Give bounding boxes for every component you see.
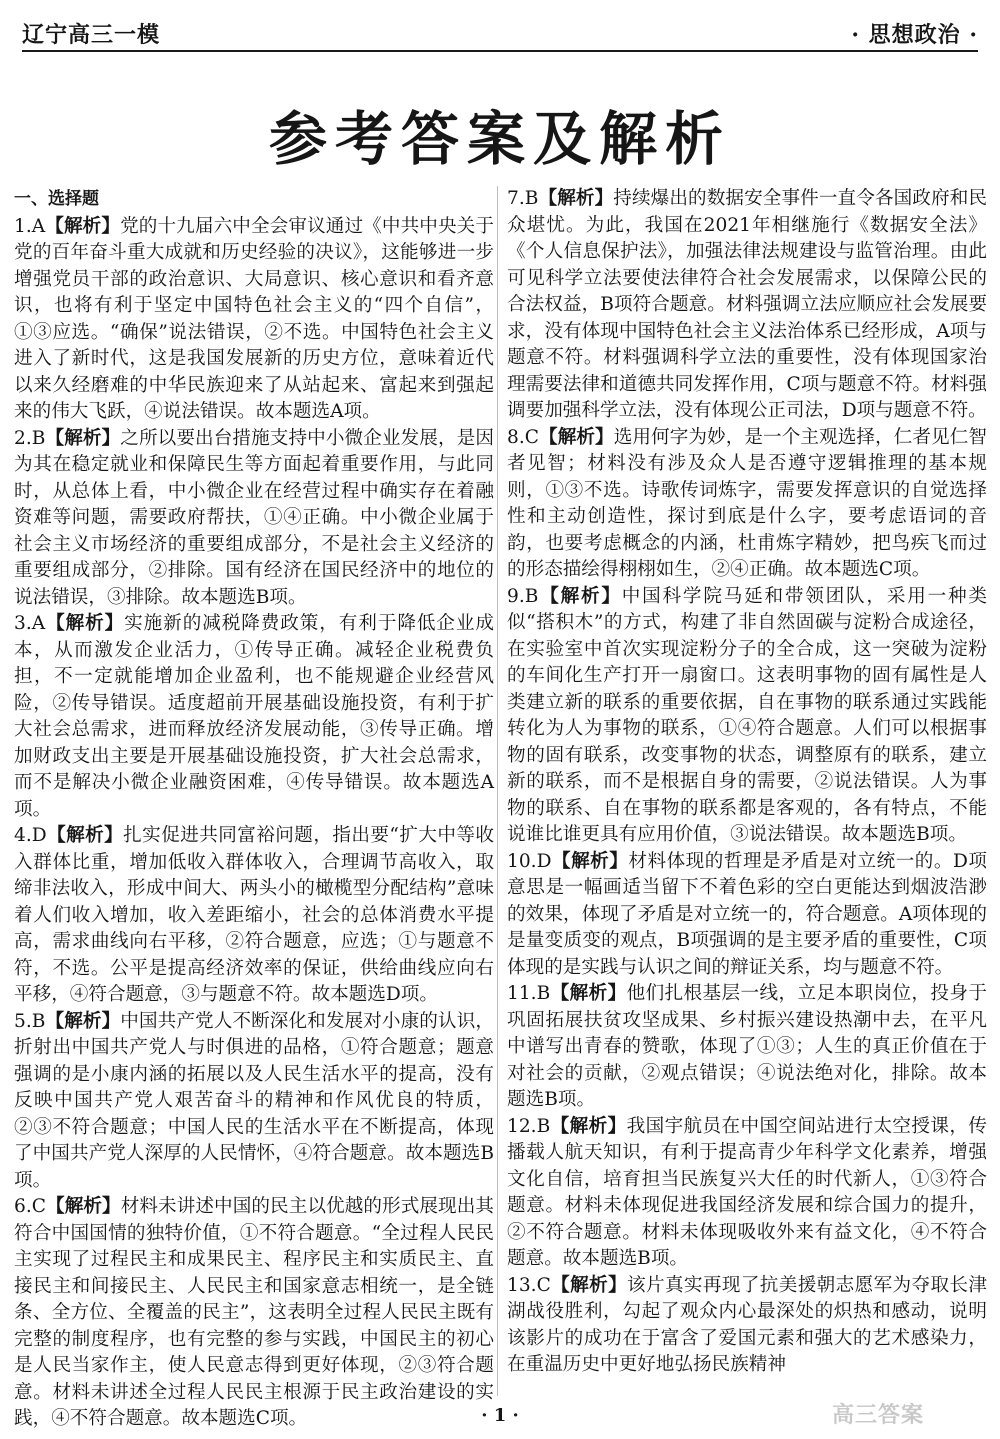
answer-number: 10.D [507,850,552,872]
answer-number: 13.C [507,1274,551,1296]
left-column [14,186,494,1433]
answer-item-1 [14,214,494,426]
answer-number: 4.D [14,825,47,846]
answer-text: 中国共产党人不断深化和发展对小康的认识，折射出中国共产党人与时俱进的品格，①符合题意；题意强调的是小康内涵的拓展以及人民生活水平的提高，没有反映中国共产党人艰苦奋斗的精神和作风优良的特质，②③不符合题意；中国人民的生活水平在不断提高，体现了中国共产党人深厚的人民情怀，④符合题意。故本题选B项。 [14,1010,494,1191]
answer-text: 之所以要出台措施支持中小微企业发展，是因为其在稳定就业和保障民生等方面起着重要作用，与此同时，从总体上看，中小微企业在经营过程中确实存在着融资难等问题，需要政府帮扶，①④正确。中小微企业属于社会主义市场经济的重要组成部分，不是社会主义经济的重要组成部分，②排除。国有经济在国民经济中的地位的说法错误，③排除。故本题选B项。 [14,427,494,608]
answer-number: 12.B [507,1115,551,1137]
analysis-tag: 【解析】 [538,585,622,607]
answer-number: 1.A [14,215,46,237]
answer-text: 持续爆出的数据安全事件一直令各国政府和民众堪忧。为此，我国在2021年相继施行《数据安全法》《个人信息保护法》，加强法律法规建设与监管治理。由此可见科学立法要使法律符合社会发展需求，以保障公民的合法权益，B项符合题意。材料强调立法应顺应社会发展要求，没有体现中国特色社会主义法治体系已经形成，A项与题意不符。材料强调科学立法的重要性，没有体现国家治理需要法律和道德共同发挥作用，C项与题意不符。材料强调要加强科学立法，没有体现公正司法，D项与题意不符。 [507,188,987,421]
watermark-logo: 高三答案 [832,1403,925,1428]
answer-item-12 [507,1114,987,1273]
answer-item-8 [507,425,987,584]
answer-item-9 [507,584,987,849]
answer-text: 实施新的减税降费政策，有利于降低企业成本，从而激发企业活力，①传导正确。减轻企业税费负担，不一定就能增加企业盈利，也不能规避企业经营风险，②传导错误。适度超前开展基础设施投资，有利于扩大社会总需求，进而释放经济发展动能，③传导正确。增加财政支出主要是开展基础设施投资，扩大社会总需求，而不是解决小微企业融资困难，④传导错误。故本题选A项。 [14,613,494,820]
column-divider [497,186,498,1396]
answer-number: 7.B [507,188,539,209]
answer-item-7 [507,186,987,425]
answer-item-2 [14,426,494,612]
answer-item-10 [507,849,987,982]
analysis-tag: 【解析】 [45,1196,121,1217]
answer-text: 中国科学院马延和带领团队，采用一种类似“搭积木”的方式，构建了非自然固碳与淀粉合成途径，在实验室中首次实现淀粉分子的全合成，这一突破为淀粉的车间化生产打开一扇窗口。这表明事物的固有属性是人类建立新的联系的重要依据，自在事物的联系通过实践能转化为人为事物的联系，①④符合题意。人们可以根据事物的固有联系，改变事物的状态，调整原有的联系，建立新的联系，而不是根据自身的需要，②说法错误。人为事物的联系、自在事物的联系都是客观的，各有特点，不能说谁比谁更具有应用价值，③说法错误。故本题选B项。 [507,585,987,845]
answer-text: 他们扎根基层一线，立足本职岗位，投身于巩固拓展扶贫攻坚成果、乡村振兴建设热潮中去，在平凡中谱写出青春的赞歌，体现了①③；人生的真正价值在于对社会的贡献，②观点错误；④说法绝对化，排除。故本题选B项。 [507,983,987,1110]
answer-text: 党的十九届六中全会审议通过《中共中央关于党的百年奋斗重大成就和历史经验的决议》，这能够进一步增强党员干部的政治意识、大局意识、核心意识和看齐意识，也将有利于坚定中国特色社会主义的“四个自信”，①③应选。“确保”说法错误，②不选。中国特色社会主义进入了新时代，这是我国发展新的历史方位，意味着近代以来久经磨难的中华民族迎来了从站起来、富起来到强起来的伟大飞跃，④说法错误。故本题选A项。 [14,215,494,422]
answer-item-3 [14,611,494,823]
answer-item-4 [14,823,494,1009]
header-exam-name: 辽宁高三一模 [22,22,161,48]
answer-item-5 [14,1009,494,1195]
analysis-tag: 【解析】 [550,983,627,1004]
answer-number: 8.C [507,426,539,448]
right-column [507,186,987,1379]
analysis-tag: 【解析】 [45,427,121,449]
analysis-tag: 【解析】 [45,613,125,634]
answer-number: 9.B [507,585,539,607]
answer-number: 11.B [507,983,551,1004]
answer-text: 我国宇航员在中国空间站进行太空授课，传播载人航天知识，有利于提高青少年科学文化素养，增强文化自信，培育担当民族复兴大任的时代新人，①③符合题意。材料未体现促进我国经济发展和综合国力的提升，②不符合题意。材料未体现吸收外来有益文化，④不符合题意。故本题选B项。 [507,1115,987,1269]
answer-item-13 [507,1273,987,1379]
analysis-tag: 【解析】 [550,1274,628,1296]
analysis-tag: 【解析】 [550,1115,627,1137]
section-heading: 一、选择题 [14,189,99,209]
analysis-tag: 【解析】 [538,426,614,448]
answer-number: 5.B [14,1010,46,1032]
analysis-tag: 【解析】 [45,215,121,237]
page-title: 参考答案及解析 [268,105,731,173]
answer-number: 3.A [14,613,46,634]
analysis-tag: 【解析】 [538,188,614,209]
analysis-tag: 【解析】 [551,850,629,872]
answer-item-6 [14,1194,494,1433]
answer-text: 选用何字为妙，是一个主观选择，仁者见仁智者见智；材料没有涉及众人是否遵守逻辑推理的基本规则，①③不选。诗歌传词炼字，需要发挥意识的自觉选择性和主动创造性，探讨到底是什么字，要考虑语词的音韵，也要考虑概念的内涵，杜甫炼字精妙，把鸟疾飞而过的形态描绘得栩栩如生，②④正确。故本题选C项。 [507,426,987,580]
page-number: · 1 · [481,1405,519,1426]
answer-item-11 [507,981,987,1114]
header-subject: · 思想政治 · [851,22,978,48]
answer-text: 该片真实再现了抗美援朝志愿军为夺取长津湖战役胜利，勾起了观众内心最深处的炽热和感动，说明该影片的成功在于富含了爱国元素和强大的艺术感染力，在重温历史中更好地弘扬民族精神 [507,1274,987,1375]
analysis-tag: 【解析】 [45,1010,121,1032]
answer-text: 材料未讲述中国的民主以优越的形式展现出其符合中国国情的独特价值，①不符合题意。“全过程人民民主实现了过程民主和成果民主、程序民主和实质民主、直接民主和间接民主、人民民主和国家意志相统一，是全链条、全方位、全覆盖的民主”，这表明全过程人民民主既有完整的制度程序，也有完整的参与实践，中国民主的初心是人民当家作主，使人民意志得到更好体现，②③符合题意。材料未讲述全过程人民民主根源于民主政治建设的实践，④不符合题意。故本题选C项。 [14,1196,494,1429]
answer-text: 扎实促进共同富裕问题，指出要“扩大中等收入群体比重，增加低收入群体收入，合理调节高收入，取缔非法收入，形成中间大、两头小的橄榄型分配结构”意味着人们收入增加，收入差距缩小，社会的总体消费水平提高，需求曲线向右平移，②符合题意，应选；①与题意不符，不选。公平是提高经济效率的保证，供给曲线应向右平移，④符合题意，③与题意不符。故本题选D项。 [14,825,494,1005]
answer-number: 6.C [14,1196,46,1217]
answer-text: 材料体现的哲理是矛盾是对立统一的。D项意思是一幅画适当留下不着色彩的空白更能达到烟波浩渺的效果，体现了矛盾是对立统一的，符合题意。A项体现的是量变质变的观点，B项强调的是主要矛盾的重要性，C项体现的是实践与认识之间的辩证关系，均与题意不符。 [507,850,987,978]
analysis-tag: 【解析】 [46,825,124,846]
page-header [22,14,978,52]
answer-number: 2.B [14,427,46,449]
